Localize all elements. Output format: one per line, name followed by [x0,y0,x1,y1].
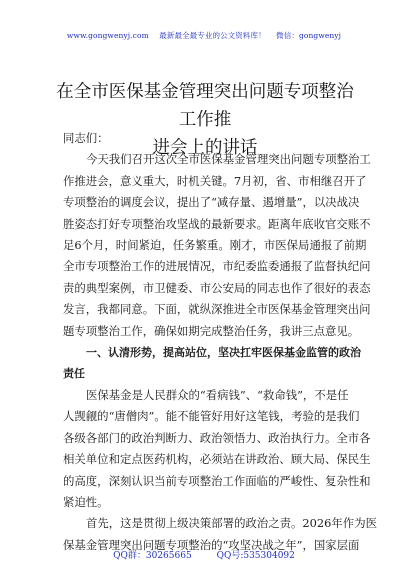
body-line: 作推进会，意义重大，时机关键。7月初，省、市相继召开了 [63,173,367,188]
footer-qq-group: QQ群：30265665 [113,551,192,561]
body-line: 专项整治的调度会议，提出了“减存量、遏增量”，以决战决 [63,195,360,210]
body-line: 发言，我都同意。下面，就纵深推进全市医保基金管理突出问 [63,302,371,317]
title-line-2: 进会上的讲话 [152,138,258,158]
body-line: 足6个月，时间紧迫，任务繁重。刚才，市医保局通报了前期 [63,238,367,253]
body-line: 紧迫性。 [63,494,109,509]
section-heading: 一、认清形势，提高站位，坚决扛牢医保基金监管的政治 [86,346,361,360]
body-line: 保基金管理突出问题专项整治的“攻坚决战之年”，国家层面 [63,537,360,552]
body-line: 今天我们召开这次全市医保基金管理突出问题专项整治工 [86,152,371,167]
body-line: 相关单位和定点医药机构，必须站在讲政治、顾大局、保民生 [63,452,371,467]
body-line: 人觊觎的“唐僧肉”。能不能管好用好这笔钱，考验的是我们 [63,409,360,424]
body-line: 胜姿态打好专项整治攻坚战的最新要求。距离年底收官交账不 [63,216,371,231]
footer-qq: QQ号:535304092 [216,551,295,561]
body-line: 医保基金是人民群众的“看病钱”、“救命钱”，不是任 [86,387,349,402]
body-line: 全市专项整治工作的进展情况，市纪委监委通报了监督执纪问 [63,259,371,274]
page-header [0,30,408,41]
salutation: 同志们： [63,131,109,145]
header-wechat: 微信：gongwenyj [276,31,342,40]
header-slogan: 最新最全最专业的公文资料库！ [159,31,266,40]
header-site-link[interactable]: www.gongwenyj.com [66,31,149,40]
body-line: 各级各部门的政治判断力、政治领悟力、政治执行力。全市各 [63,430,371,445]
body-line: 题专项整治工作，确保如期完成整治任务，我讲三点意见。 [63,323,360,338]
body-line: 责的典型案例，市卫健委、市公安局的同志也作了很好的表态 [63,280,371,295]
document-body [63,128,377,556]
body-line: 首先，这是贯彻上级决策部署的政治之责。2026年作为医 [86,516,377,531]
section-heading-cont: 责任 [63,367,85,381]
body-line: 的高度，深刻认识当前专项整治工作面临的严峻性、复杂性和 [63,473,371,488]
page-footer [0,548,408,561]
title-line-1: 在全市医保基金管理突出问题专项整治工作推 [56,82,354,130]
